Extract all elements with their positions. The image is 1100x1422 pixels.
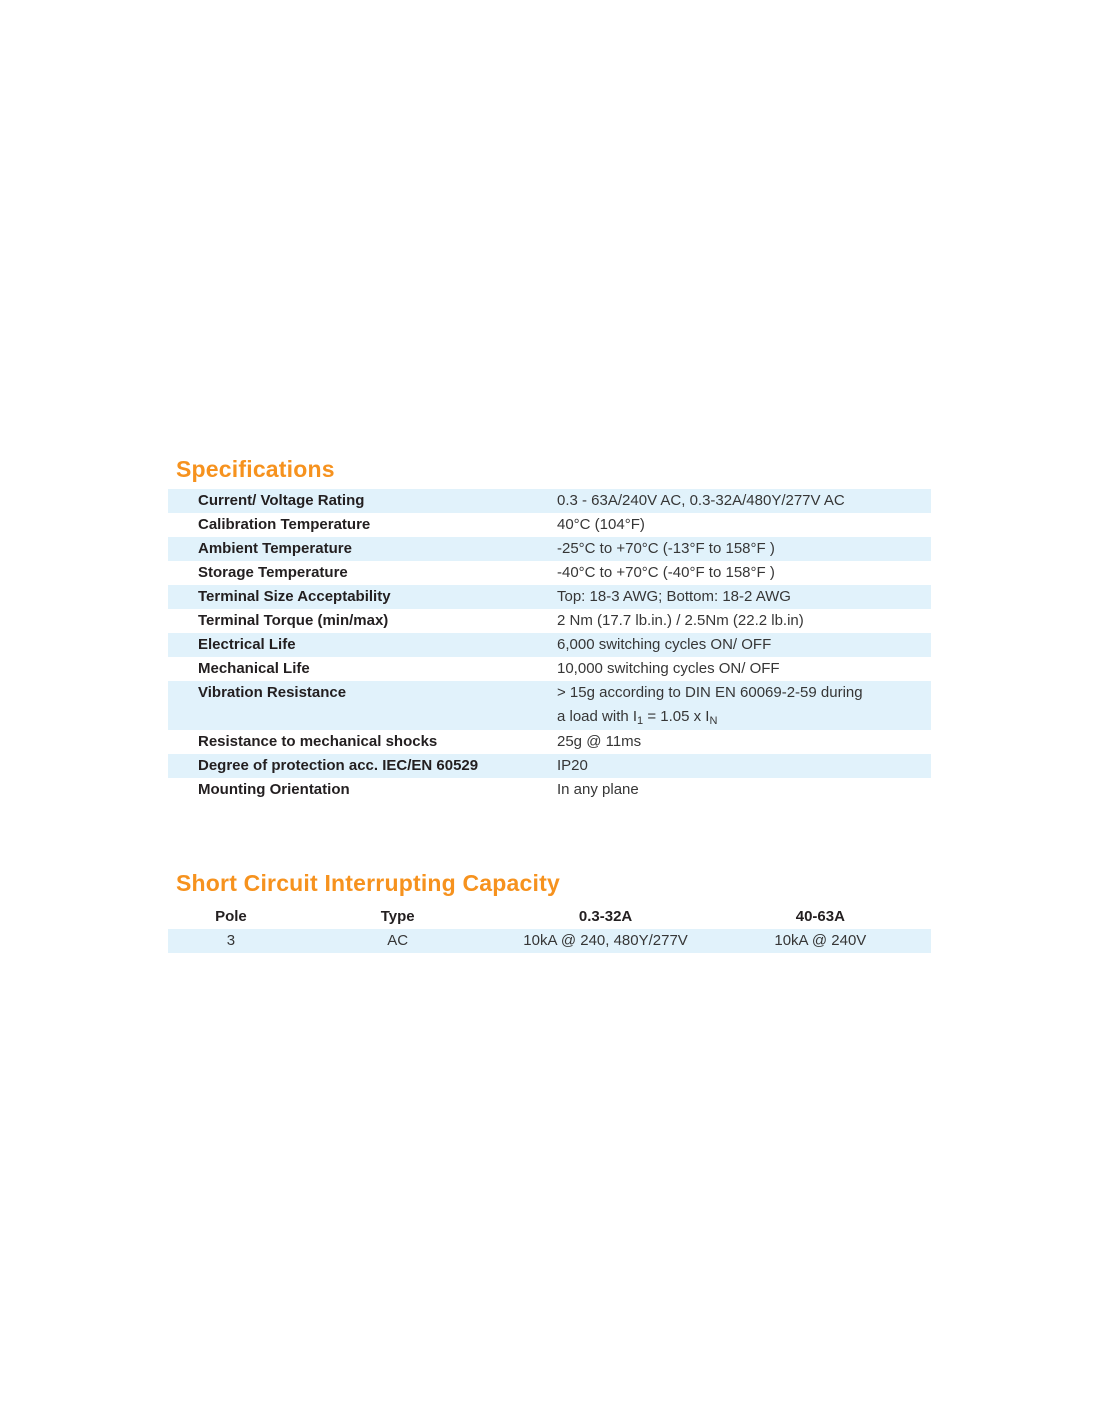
cell-pole: 3 <box>226 932 236 949</box>
spec-label: Calibration Temperature <box>198 516 371 533</box>
spec-label: Terminal Size Acceptability <box>198 588 391 605</box>
spec-value: -25°C to +70°C (-13°F to 158°F ) <box>557 540 775 557</box>
column-header-pole: Pole <box>215 908 247 925</box>
spec-row-terminal-size-acceptability <box>168 585 931 609</box>
spec-value <box>557 681 931 730</box>
spec-row-mounting-orientation <box>168 778 931 802</box>
spec-row-ambient-temperature <box>168 537 931 561</box>
short-circuit-title: Short Circuit Interrupting Capacity <box>176 870 560 896</box>
column-header-0-3-32a: 0.3-32A <box>578 908 633 925</box>
spec-row-resistance-mechanical-shocks <box>168 730 931 754</box>
spec-value: 2 Nm (17.7 lb.in.) / 2.5Nm (22.2 lb.in) <box>557 612 804 629</box>
spec-label: Current/ Voltage Rating <box>198 492 365 509</box>
short-circuit-header-row <box>168 905 931 929</box>
spec-row-calibration-temperature <box>168 513 931 537</box>
spec-label: Mounting Orientation <box>198 781 350 798</box>
spec-label: Resistance to mechanical shocks <box>198 733 438 750</box>
vibration-value-line1: > 15g according to DIN EN 60069-2-59 during <box>557 684 863 701</box>
spec-label: Electrical Life <box>198 636 296 653</box>
spec-row-degree-of-protection <box>168 754 931 778</box>
spec-value: In any plane <box>557 781 639 798</box>
spec-row-current-voltage-rating <box>168 489 931 513</box>
spec-label: Vibration Resistance <box>198 684 347 701</box>
spec-value: IP20 <box>557 757 588 774</box>
spec-value: -40°C to +70°C (-40°F to 158°F ) <box>557 564 775 581</box>
cell-0-3-32a: 10kA @ 240, 480Y/277V <box>523 932 688 949</box>
spec-value: 0.3 - 63A/240V AC, 0.3-32A/480Y/277V AC <box>557 492 845 509</box>
spec-row-terminal-torque <box>168 609 931 633</box>
spec-row-mechanical-life <box>168 657 931 681</box>
spec-value: 40°C (104°F) <box>557 516 645 533</box>
cell-40-63a: 10kA @ 240V <box>774 932 867 949</box>
spec-value: 25g @ 11ms <box>557 733 642 750</box>
spec-value: Top: 18-3 AWG; Bottom: 18-2 AWG <box>557 588 791 605</box>
spec-row-vibration-resistance <box>168 681 931 730</box>
short-circuit-data-row <box>168 929 931 953</box>
spec-row-storage-temperature <box>168 561 931 585</box>
specifications-table <box>168 489 931 802</box>
cell-type: AC <box>387 932 409 949</box>
vibration-line2-sub2: N <box>709 715 718 727</box>
column-header-40-63a: 40-63A <box>795 908 845 925</box>
vibration-line2-mid: = 1.05 x I <box>643 708 710 725</box>
spec-label: Ambient Temperature <box>198 540 352 557</box>
spec-value: 10,000 switching cycles ON/ OFF <box>557 660 780 677</box>
column-header-type: Type <box>380 908 415 925</box>
spec-label: Mechanical Life <box>198 660 310 677</box>
vibration-line2-pre: a load with I <box>557 708 638 725</box>
spec-row-electrical-life <box>168 633 931 657</box>
vibration-line2-sub1: 1 <box>637 715 644 727</box>
spec-value: 6,000 switching cycles ON/ OFF <box>557 636 772 653</box>
short-circuit-table <box>168 905 931 953</box>
spec-label: Terminal Torque (min/max) <box>198 612 389 629</box>
spec-label: Degree of protection acc. IEC/EN 60529 <box>198 757 479 774</box>
vibration-value-line2 <box>557 705 931 730</box>
specifications-title: Specifications <box>176 456 335 482</box>
spec-label: Storage Temperature <box>198 564 348 581</box>
